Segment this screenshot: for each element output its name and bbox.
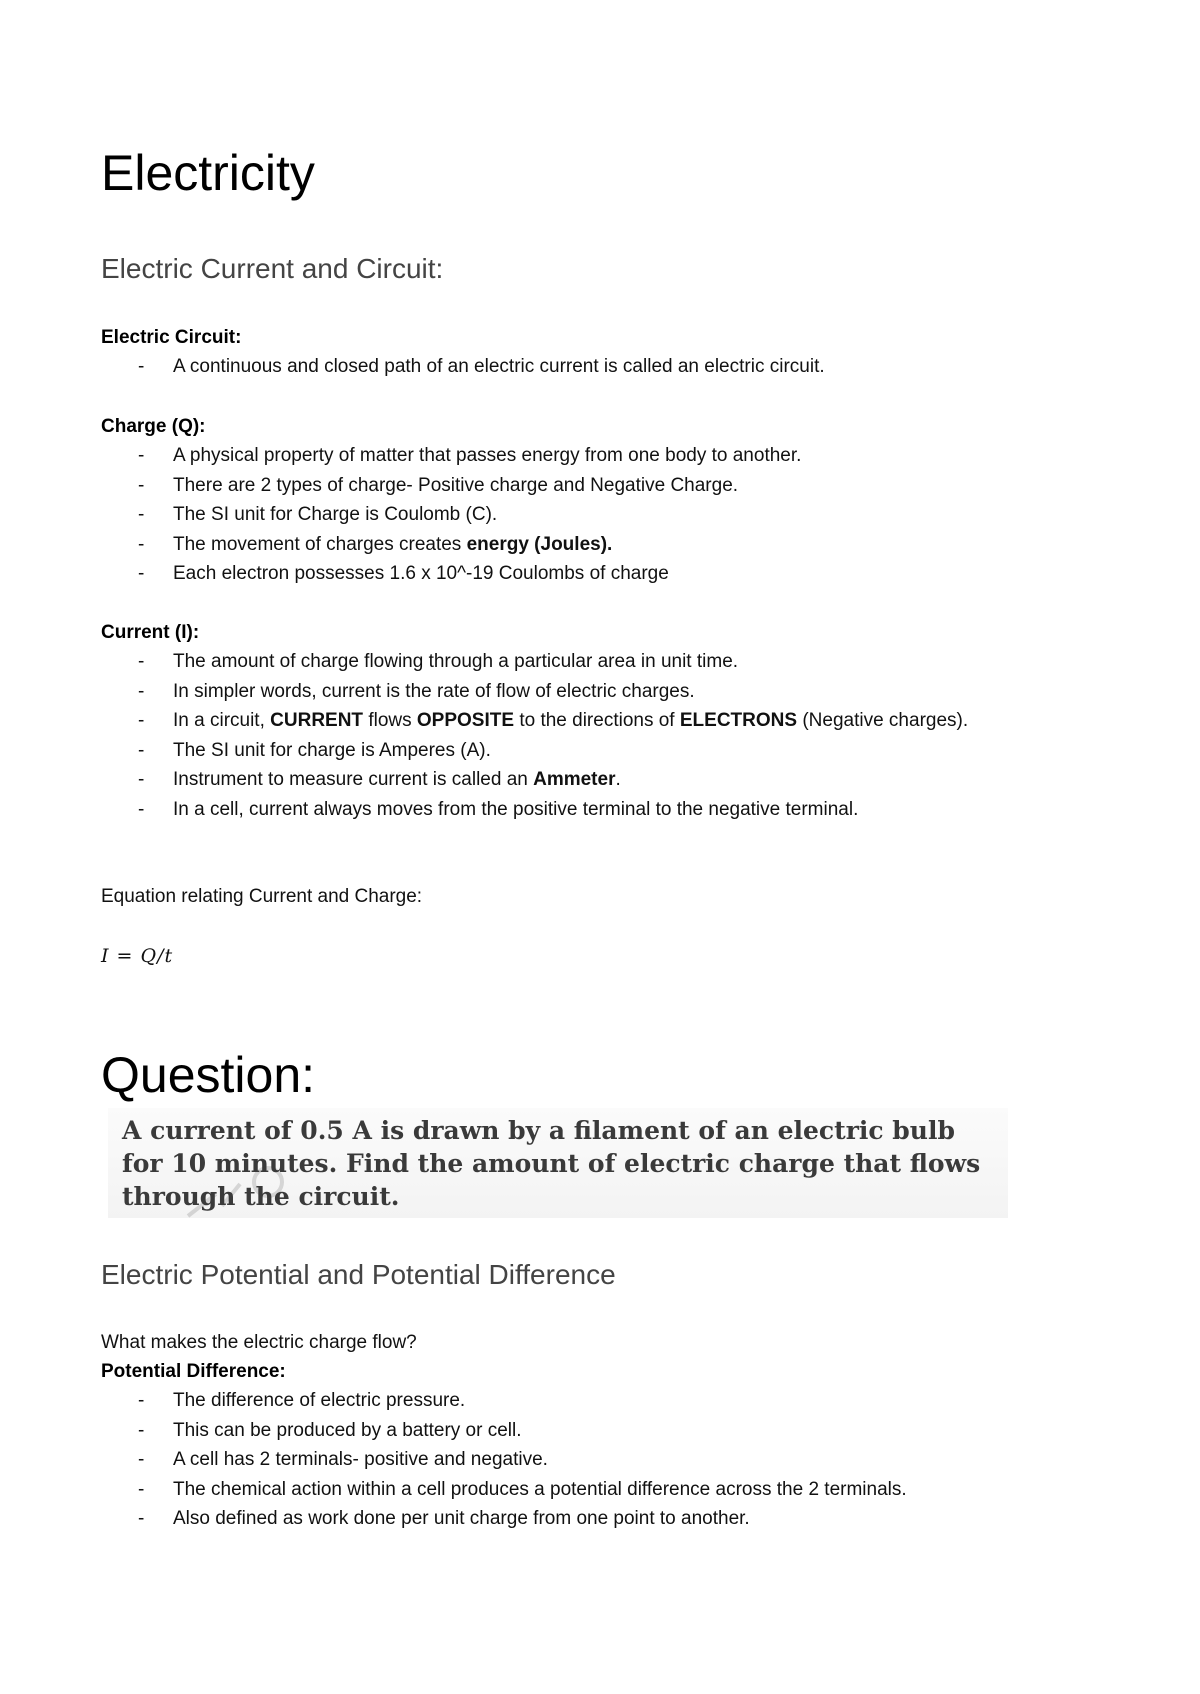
electric-circuit-list xyxy=(101,352,1061,382)
potential-difference-label: Potential Difference: xyxy=(101,1361,286,1382)
ammeter-emphasis: Ammeter xyxy=(533,769,616,790)
list-item: - A continuous and closed path of an electric current is called an electric circuit. xyxy=(138,356,825,377)
potential-intro: What makes the electric charge flow? xyxy=(101,1332,417,1353)
list-item: - The chemical action within a cell produces a potential difference across the 2 terminals. xyxy=(138,1478,907,1500)
list-item: - The movement of charges creates energy (Joules). xyxy=(138,533,613,555)
list-item: - A cell has 2 terminals- positive and negative. xyxy=(138,1449,548,1470)
list-item: - The SI unit for Charge is Coulomb (C). xyxy=(138,504,498,525)
list-item: - This can be produced by a battery or cell. xyxy=(138,1419,522,1441)
page-title: Electricity xyxy=(101,145,315,201)
list-item: - In a circuit, CURRENT flows OPPOSITE to the directions of ELECTRONS (Negative charges). xyxy=(138,710,969,731)
list-item: - Also defined as work done per unit charge from one point to another. xyxy=(138,1508,750,1529)
potential-difference-list xyxy=(101,1386,1061,1534)
question-heading: Question: xyxy=(101,1047,316,1103)
energy-emphasis: energy (Joules). xyxy=(466,533,613,555)
charge-list xyxy=(101,441,1061,589)
list-item: - The SI unit for charge is Amperes (A). xyxy=(138,739,491,761)
current-label: Current (I): xyxy=(101,622,200,643)
question-image xyxy=(108,1108,1008,1218)
list-item: - A physical property of matter that passes energy from one body to another. xyxy=(138,445,802,466)
charge-label: Charge (Q): xyxy=(101,416,206,437)
section-heading-current-circuit: Electric Current and Circuit: xyxy=(101,253,444,284)
list-item: - In simpler words, current is the rate of flow of electric charges. xyxy=(138,680,695,702)
list-item: - Each electron possesses 1.6 x 10^-19 Coulombs of charge xyxy=(138,563,669,584)
list-item: - There are 2 types of charge- Positive charge and Negative Charge. xyxy=(138,474,739,496)
equation-intro: Equation relating Current and Charge: xyxy=(101,886,423,907)
current-charge-equation: I = Q/t xyxy=(101,945,174,967)
list-item: - The amount of charge flowing through a particular area in unit time. xyxy=(138,651,739,672)
list-item: - In a cell, current always moves from the positive terminal to the negative terminal. xyxy=(138,798,859,820)
question-text: A current of 0.5 A is drawn by a filament of an electric bulb for 10 minutes. Find the amount of electric charge that flows through the circuit. xyxy=(122,1116,981,1211)
list-item: - The difference of electric pressure. xyxy=(138,1390,466,1411)
electric-circuit-label: Electric Circuit: xyxy=(101,327,242,348)
current-list xyxy=(101,647,1061,824)
list-item: - Instrument to measure current is called an Ammeter. xyxy=(138,769,621,790)
section-heading-potential: Electric Potential and Potential Difference xyxy=(101,1259,616,1290)
